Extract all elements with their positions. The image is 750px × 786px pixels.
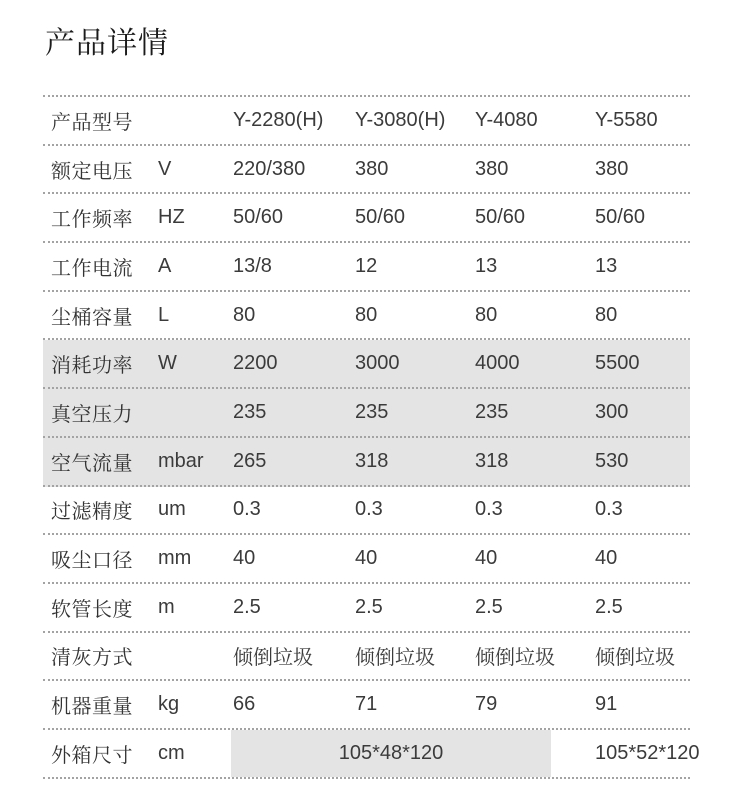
row-value: 5500 — [595, 352, 640, 375]
row-value: 3000 — [355, 352, 400, 375]
row-value: 318 — [355, 449, 389, 472]
page-title: 产品详情 — [45, 27, 169, 60]
row-label: 工作频率 — [51, 209, 133, 232]
row-value: 倾倒垃圾 — [475, 647, 555, 670]
row-value: 50/60 — [595, 206, 646, 229]
merged-value-cell — [231, 730, 593, 777]
row-value: 倾倒垃圾 — [355, 647, 435, 670]
row-unit: m — [158, 595, 175, 618]
row-label: 尘桶容量 — [51, 306, 133, 329]
row-value: 0.3 — [475, 498, 503, 521]
row-unit: um — [158, 498, 186, 521]
row-value: 80 — [355, 303, 378, 326]
row-value: 380 — [355, 157, 389, 180]
row-unit: A — [158, 254, 172, 277]
table-row — [43, 146, 690, 195]
row-label: 产品型号 — [51, 111, 133, 134]
row-value: 2200 — [233, 352, 278, 375]
table-row — [43, 340, 690, 389]
row-value: 80 — [233, 303, 256, 326]
row-value: 13 — [475, 254, 498, 277]
table-row — [43, 194, 690, 243]
row-value: 105*52*120 — [595, 741, 700, 764]
row-unit: mm — [158, 547, 192, 570]
table-row — [43, 243, 690, 292]
row-value: 220/380 — [233, 157, 306, 180]
row-unit: mbar — [158, 449, 204, 472]
row-value: 0.3 — [233, 498, 261, 521]
row-value: 235 — [233, 400, 267, 423]
row-value: 倾倒垃圾 — [233, 647, 313, 670]
table-row — [43, 389, 690, 438]
row-label: 空气流量 — [51, 452, 133, 475]
row-label: 额定电压 — [51, 160, 133, 183]
row-value: 66 — [233, 693, 256, 716]
row-value: Y-5580 — [595, 108, 658, 131]
row-unit: W — [158, 352, 177, 375]
row-label: 过滤精度 — [51, 501, 133, 524]
row-value: 80 — [475, 303, 498, 326]
row-value: 2.5 — [233, 595, 261, 618]
row-value: 50/60 — [355, 206, 406, 229]
row-label: 外箱尺寸 — [51, 744, 133, 767]
table-row — [43, 681, 690, 730]
row-value: 300 — [595, 400, 629, 423]
table-row — [43, 584, 690, 633]
row-label: 软管长度 — [51, 598, 133, 621]
table-row — [43, 633, 690, 682]
row-label: 吸尘口径 — [51, 550, 133, 573]
row-value: 318 — [475, 449, 509, 472]
row-value: 0.3 — [595, 498, 623, 521]
row-value: 40 — [355, 547, 378, 570]
row-value: 12 — [355, 254, 378, 277]
table-row — [43, 730, 700, 779]
row-value: 13 — [595, 254, 618, 277]
row-value: 80 — [595, 303, 618, 326]
row-label: 清灰方式 — [51, 647, 133, 670]
row-unit: L — [158, 303, 170, 326]
row-value: 40 — [595, 547, 618, 570]
row-value: Y-4080 — [475, 108, 538, 131]
merged-value-highlight: 105*48*120 — [231, 730, 551, 777]
row-value: 2.5 — [475, 595, 503, 618]
table-row — [43, 487, 690, 536]
row-label: 机器重量 — [51, 696, 133, 719]
spec-table — [43, 95, 700, 779]
row-value: 50/60 — [233, 206, 284, 229]
row-value: 79 — [475, 693, 498, 716]
row-value: 380 — [595, 157, 629, 180]
row-value: Y-3080(H) — [355, 108, 446, 131]
table-row — [43, 97, 690, 146]
row-value: 40 — [233, 547, 256, 570]
row-value: 2.5 — [595, 595, 623, 618]
row-value: 265 — [233, 449, 267, 472]
row-value: 235 — [355, 400, 389, 423]
row-value: Y-2280(H) — [233, 108, 324, 131]
row-unit: V — [158, 157, 172, 180]
row-value: 2.5 — [355, 595, 383, 618]
row-value: 380 — [475, 157, 509, 180]
row-unit: HZ — [158, 206, 185, 229]
row-value: 71 — [355, 693, 378, 716]
row-unit: kg — [158, 693, 180, 716]
table-row — [43, 438, 690, 487]
table-row — [43, 535, 690, 584]
row-value: 4000 — [475, 352, 520, 375]
row-value: 50/60 — [475, 206, 526, 229]
row-value: 235 — [475, 400, 509, 423]
row-label: 真空压力 — [51, 403, 133, 426]
row-value: 530 — [595, 449, 629, 472]
row-value: 91 — [595, 693, 618, 716]
row-value: 13/8 — [233, 254, 272, 277]
row-label: 工作电流 — [51, 257, 133, 280]
row-value: 40 — [475, 547, 498, 570]
table-row — [43, 292, 690, 341]
row-value: 0.3 — [355, 498, 383, 521]
row-unit: cm — [158, 741, 185, 764]
row-value: 倾倒垃圾 — [595, 647, 675, 670]
row-label: 消耗功率 — [51, 355, 133, 378]
